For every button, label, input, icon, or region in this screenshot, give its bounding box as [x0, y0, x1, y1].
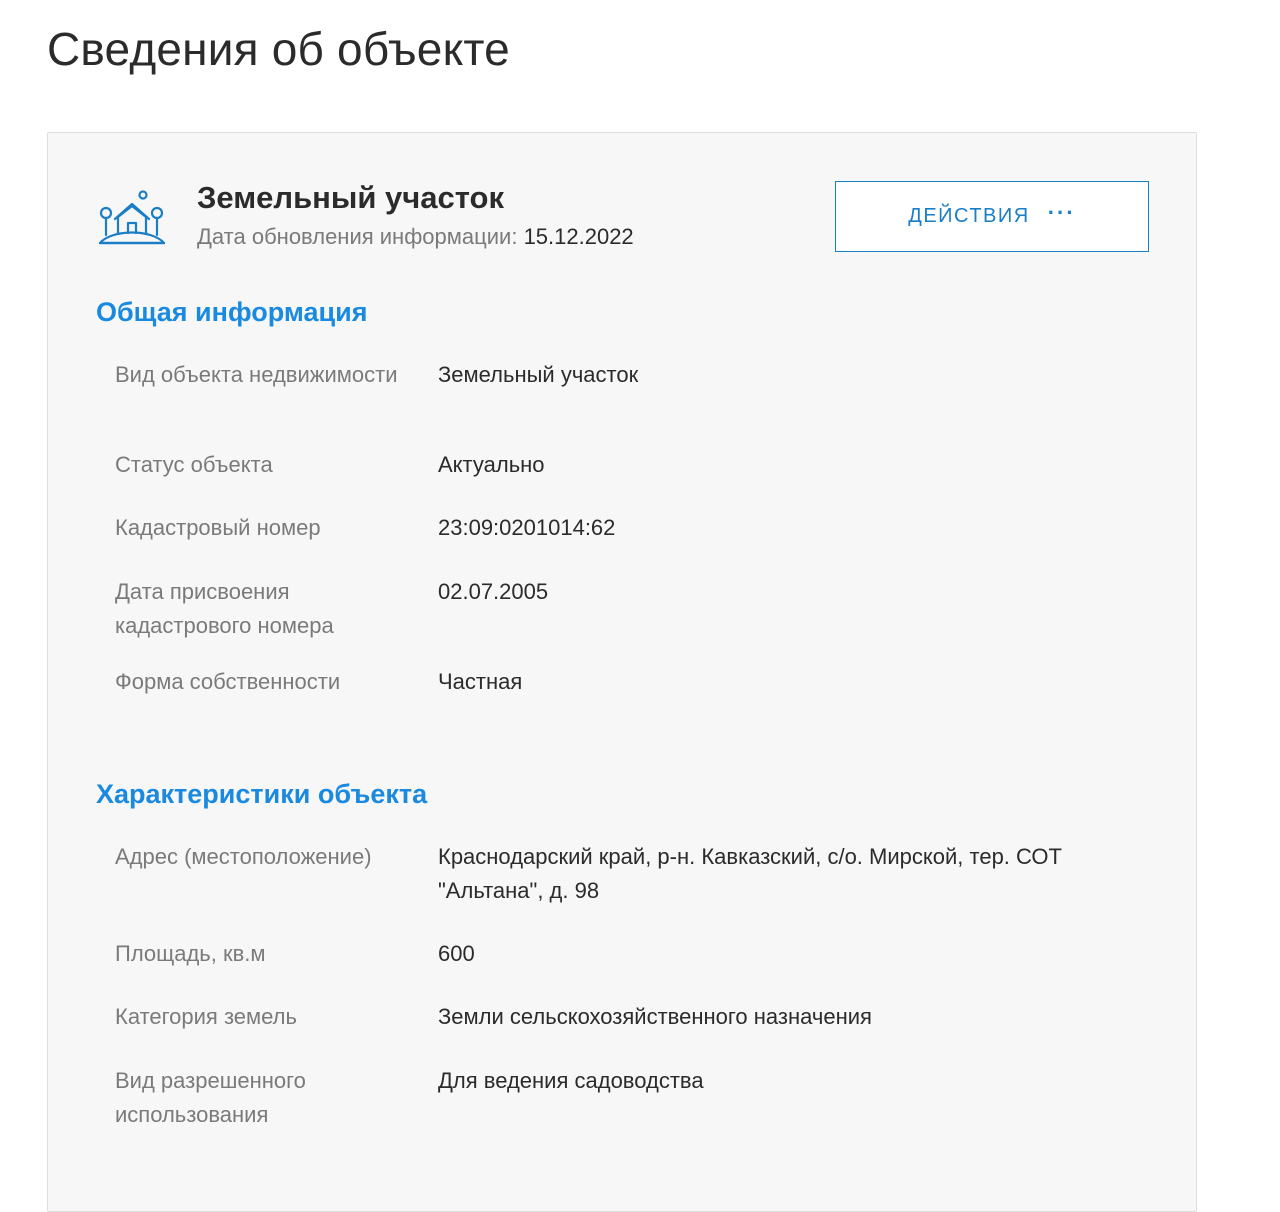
row-label: Форма собственности [115, 669, 341, 694]
land-plot-icon [98, 189, 166, 245]
characteristics-section-title: Характеристики объекта [96, 779, 428, 809]
row-label: Кадастровый номер [115, 515, 321, 540]
row-value: Частная [438, 669, 523, 694]
more-dots-icon: ··· [1047, 199, 1076, 225]
row-value: Для ведения садоводства [438, 1068, 704, 1093]
row-label: Адрес (местоположение) [115, 844, 372, 869]
row-label: Дата присвоения кадастрового номера [115, 579, 334, 638]
update-label: Дата обновления информации: [197, 224, 518, 249]
row-label: Категория земель [115, 1004, 297, 1029]
row-value: 23:09:0201014:62 [438, 515, 616, 540]
actions-label: ДЕЙСТВИЯ [908, 205, 1030, 227]
row-label: Статус объекта [115, 452, 273, 477]
row-value: Краснодарский край, р-н. Кавказский, с/о. Мирской, тер. СОТ "Альтана", д. 98 [438, 844, 1062, 903]
page-title: Сведения об объекте [47, 23, 510, 75]
update-date: 15.12.2022 [523, 224, 634, 249]
row-value: Земли сельскохозяйственного назначения [438, 1004, 872, 1029]
row-label: Площадь, кв.м [115, 941, 266, 966]
row-value: Актуально [438, 452, 545, 477]
row-value: 02.07.2005 [438, 579, 549, 604]
object-card [47, 132, 1197, 1212]
row-label: Вид объекта недвижимости [115, 362, 398, 387]
actions-button[interactable] [835, 181, 1149, 252]
row-label: Вид разрешенного использования [115, 1068, 306, 1127]
general-section-title: Общая информация [96, 297, 368, 327]
row-value: Земельный участок [438, 362, 639, 387]
row-value: 600 [438, 941, 475, 966]
object-title: Земельный участок [197, 180, 504, 215]
update-info [197, 224, 634, 250]
